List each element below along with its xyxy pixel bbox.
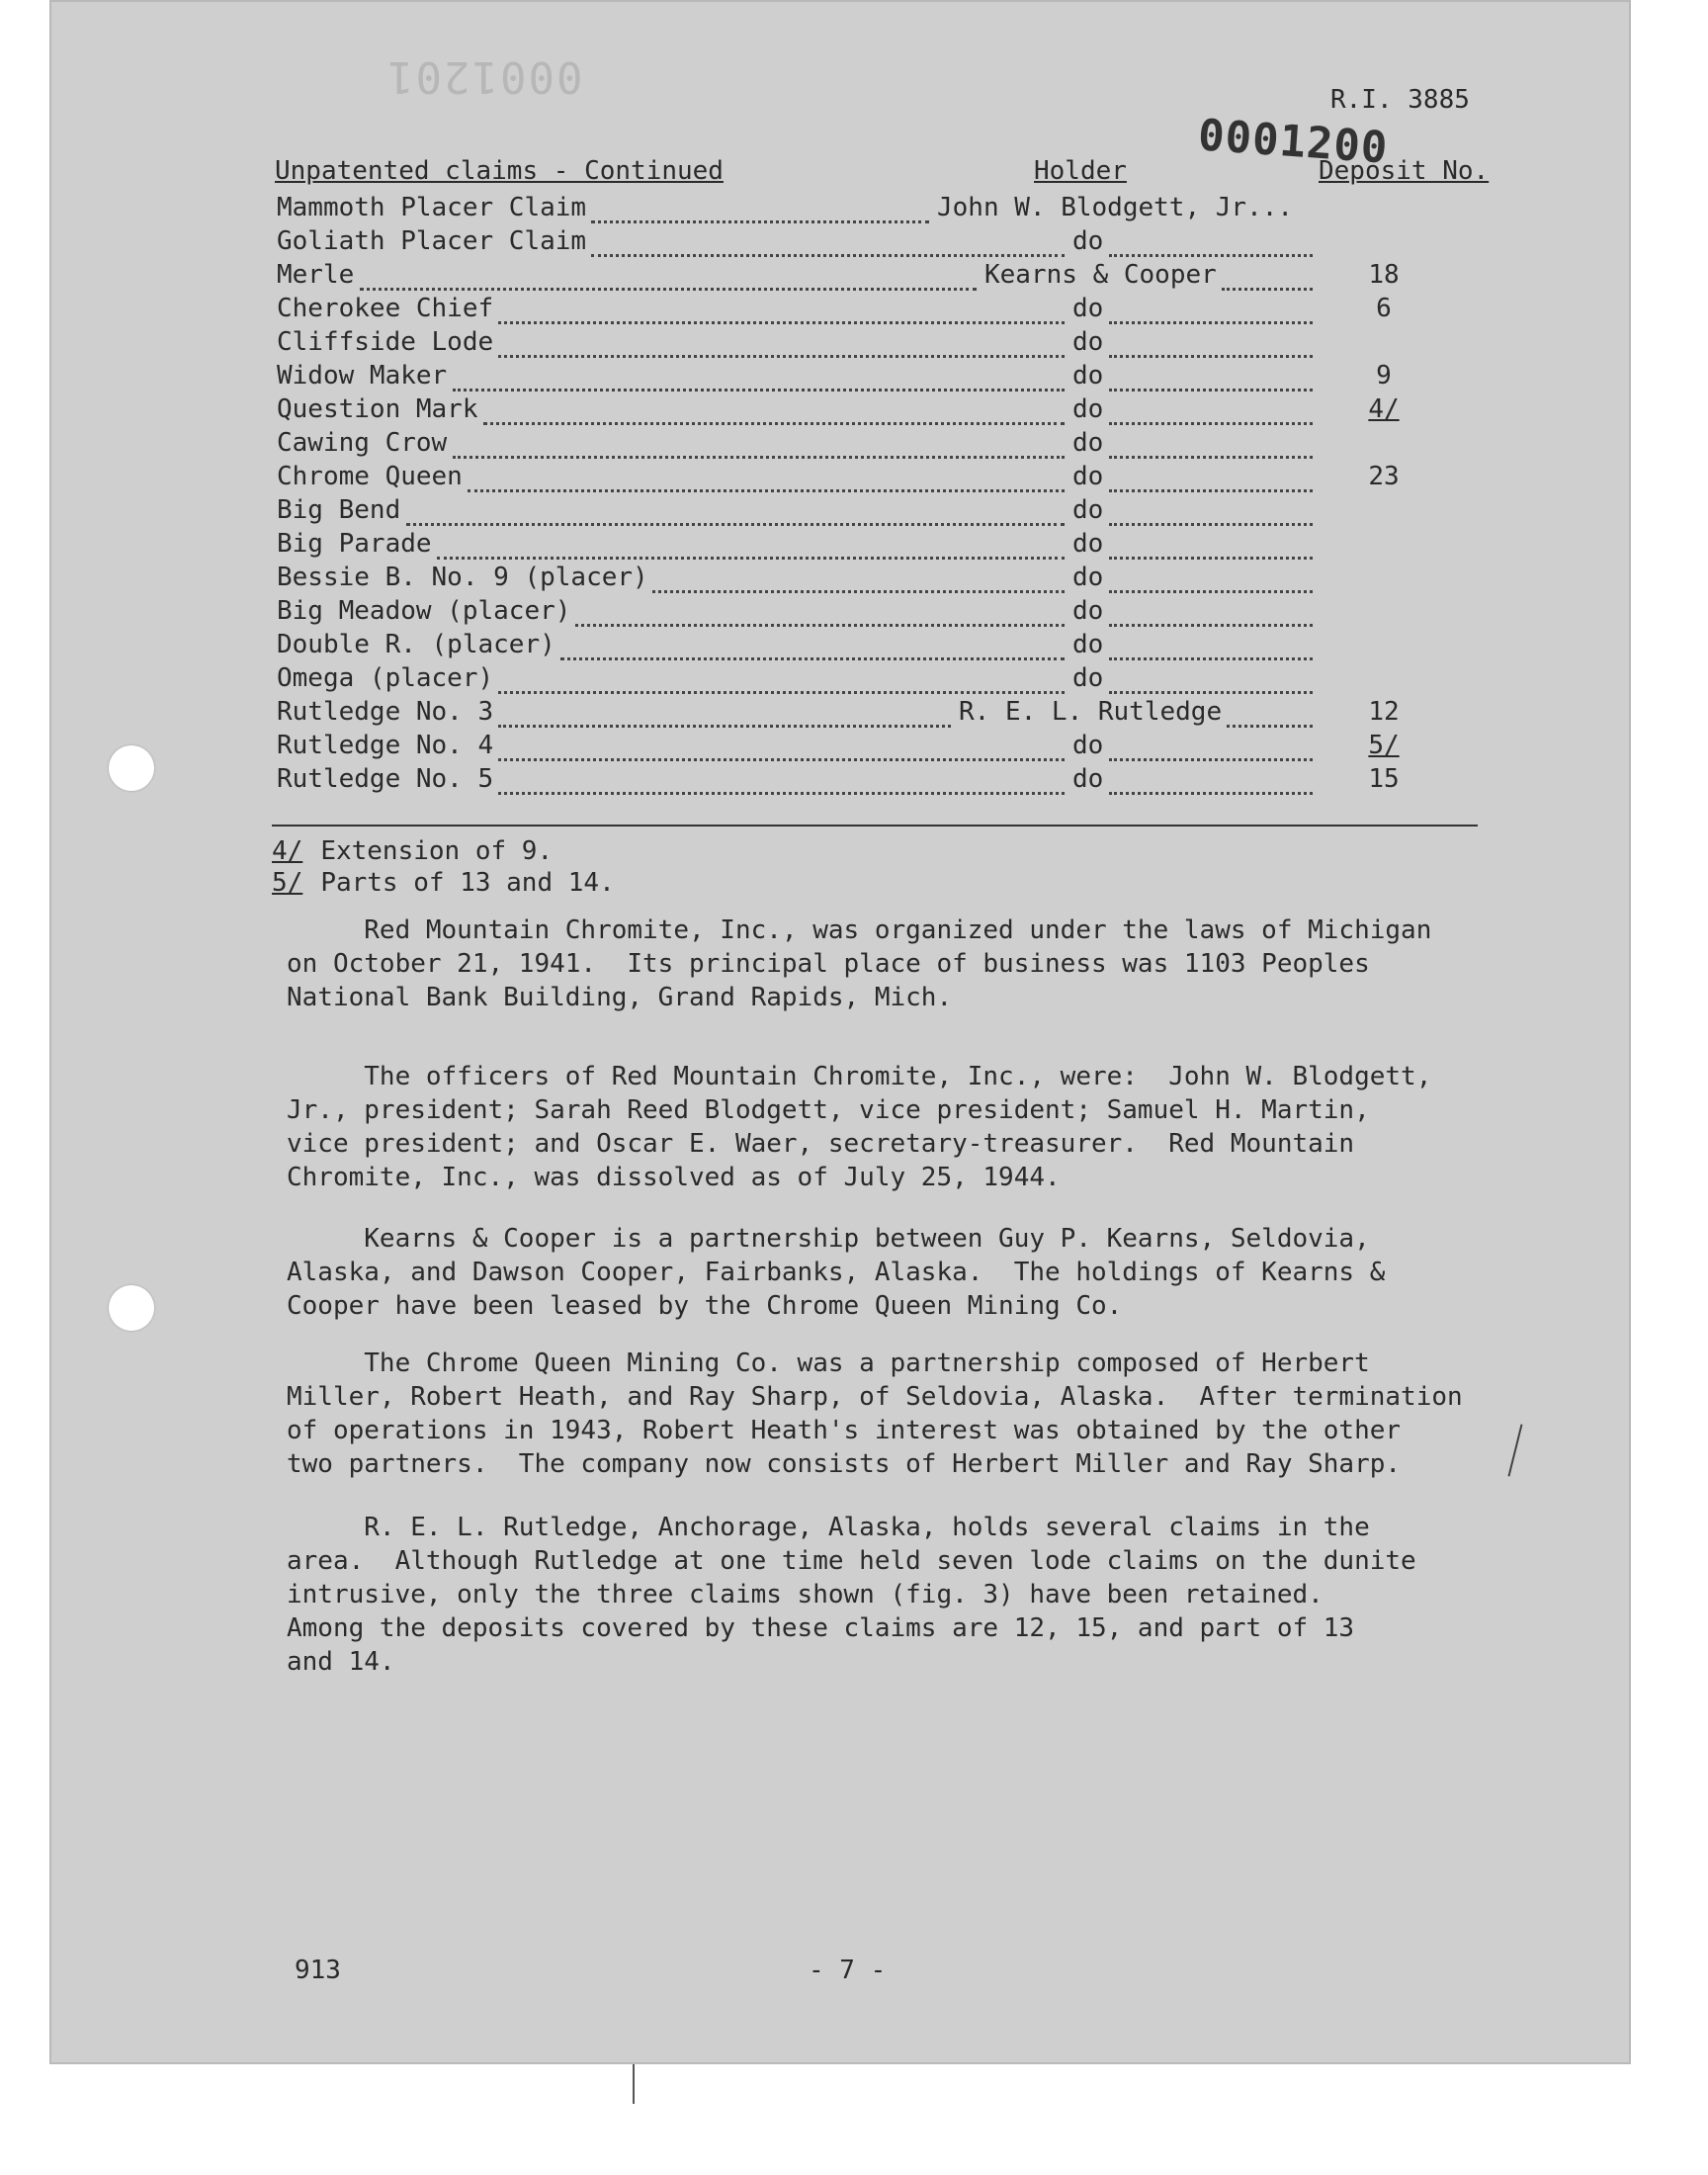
- claim-name: Chrome Queen: [277, 462, 463, 491]
- paragraph-line: Alaska, and Dawson Cooper, Fairbanks, Alaska. The holdings of Kearns &: [287, 1258, 1386, 1287]
- dot-leader: [1109, 766, 1313, 795]
- deposit-number: 4/: [1368, 394, 1400, 424]
- dot-leader: [453, 430, 1065, 459]
- paragraph-line: and 14.: [287, 1647, 395, 1677]
- deposit-number: 5/: [1368, 731, 1400, 760]
- paragraph-line: Cooper have been leased by the Chrome Queen Mining Co.: [287, 1291, 1123, 1321]
- claim-holder: do: [1072, 327, 1104, 357]
- claim-name: Rutledge No. 5: [277, 764, 494, 794]
- claim-holder: do: [1072, 764, 1104, 794]
- claims-column-header: Unpatented claims - Continued: [275, 156, 724, 186]
- dot-leader: [360, 262, 977, 291]
- paragraph-line: Red Mountain Chromite, Inc., was organized under the laws of Michigan: [287, 915, 1432, 945]
- dot-leader: [1109, 329, 1313, 358]
- claim-holder: do: [1072, 495, 1104, 525]
- table-row: [277, 764, 1400, 794]
- claim-name: Cawing Crow: [277, 428, 448, 458]
- paragraph-line: The Chrome Queen Mining Co. was a partnership composed of Herbert: [287, 1348, 1370, 1378]
- footnote-text: Parts of 13 and 14.: [320, 868, 615, 898]
- deposit-number: 9: [1376, 361, 1392, 391]
- claim-name: Big Meadow (placer): [277, 596, 571, 626]
- punch-hole-bottom: [109, 1285, 154, 1331]
- table-row: [277, 327, 1315, 357]
- table-row: [277, 394, 1400, 424]
- dot-leader: [498, 733, 1065, 761]
- dot-leader: [1109, 665, 1313, 694]
- table-row: [277, 462, 1400, 491]
- dot-leader: [1109, 396, 1313, 425]
- paragraph-line: Chromite, Inc., was dissolved as of July 25, 1944.: [287, 1163, 1061, 1192]
- claim-holder: do: [1072, 529, 1104, 559]
- footnote: [272, 868, 615, 898]
- table-row: [277, 260, 1400, 290]
- footnote-mark: 4/: [272, 836, 303, 866]
- dot-leader: [1109, 598, 1313, 627]
- table-row: [277, 294, 1392, 323]
- claim-name: Merle: [277, 260, 355, 290]
- dot-leader: [575, 598, 1065, 627]
- stamp-number: 0001200: [1196, 110, 1390, 174]
- table-row: [277, 663, 1315, 693]
- deposit-column-header: Deposit No.: [1319, 156, 1490, 186]
- claim-name: Cherokee Chief: [277, 294, 494, 323]
- paragraph-line: R. E. L. Rutledge, Anchorage, Alaska, holds several claims in the: [287, 1513, 1370, 1542]
- dot-leader: [483, 396, 1065, 425]
- paragraph-officers: [287, 1060, 1532, 1194]
- dot-leader: [498, 329, 1065, 358]
- paragraph-line: intrusive, only the three claims shown (fig. 3) have been retained.: [287, 1580, 1324, 1610]
- paragraph-line: Jr., president; Sarah Reed Blodgett, vice president; Samuel H. Martin,: [287, 1095, 1370, 1125]
- dot-leader: [498, 766, 1065, 795]
- paragraph-red-mountain: [287, 914, 1532, 1014]
- deposit-number: 6: [1376, 294, 1392, 323]
- claim-name: Widow Maker: [277, 361, 448, 391]
- claim-name: Goliath Placer Claim: [277, 226, 587, 256]
- paragraph-chrome-queen: [287, 1347, 1532, 1481]
- claim-holder: do: [1072, 563, 1104, 592]
- dot-leader: [498, 296, 1065, 324]
- claim-holder: do: [1072, 294, 1104, 323]
- dot-leader: [1109, 228, 1313, 257]
- paragraph-line: area. Although Rutledge at one time held seven lode claims on the dunite: [287, 1546, 1416, 1576]
- claim-name: Question Mark: [277, 394, 478, 424]
- claim-name: Rutledge No. 4: [277, 731, 494, 760]
- dot-leader: [498, 665, 1065, 694]
- claim-holder: John W. Blodgett, Jr...: [937, 193, 1294, 222]
- dot-leader: [437, 531, 1065, 560]
- paragraph-line: two partners. The company now consists of Herbert Miller and Ray Sharp.: [287, 1449, 1402, 1479]
- dot-leader: [591, 228, 1065, 257]
- dot-leader: [1222, 262, 1313, 291]
- claim-holder: R. E. L. Rutledge: [959, 697, 1223, 727]
- table-row: [277, 361, 1392, 391]
- paragraph-line: National Bank Building, Grand Rapids, Mich.: [287, 983, 953, 1012]
- claim-holder: Kearns & Cooper: [984, 260, 1217, 290]
- claim-name: Rutledge No. 3: [277, 697, 494, 727]
- claim-holder: do: [1072, 596, 1104, 626]
- dot-leader: [1109, 632, 1313, 660]
- deposit-number: 15: [1368, 764, 1400, 794]
- footnote-mark: 5/: [272, 868, 303, 898]
- dot-leader: [468, 464, 1065, 492]
- paragraph-line: Miller, Robert Heath, and Ray Sharp, of Seldovia, Alaska. After termination: [287, 1382, 1463, 1412]
- table-row: [277, 495, 1315, 525]
- punch-hole-top: [109, 745, 154, 791]
- table-row: [277, 563, 1315, 592]
- report-id: R.I. 3885: [1330, 85, 1470, 115]
- table-row: [277, 731, 1400, 760]
- claim-holder: do: [1072, 226, 1104, 256]
- dot-leader: [1109, 363, 1313, 392]
- table-row: [277, 630, 1315, 659]
- claim-name: Double R. (placer): [277, 630, 555, 659]
- paragraph-line: Among the deposits covered by these claims are 12, 15, and part of 13: [287, 1613, 1355, 1643]
- paragraph-rutledge: [287, 1511, 1532, 1679]
- deposit-number: 12: [1368, 697, 1400, 727]
- table-row: [277, 596, 1315, 626]
- paragraph-line: Kearns & Cooper is a partnership between Guy P. Kearns, Seldovia,: [287, 1224, 1370, 1254]
- dot-leader: [1109, 296, 1313, 324]
- dot-leader: [560, 632, 1065, 660]
- claim-name: Mammoth Placer Claim: [277, 193, 587, 222]
- claim-holder: do: [1072, 663, 1104, 693]
- dot-leader: [1227, 699, 1313, 728]
- paragraph-line: of operations in 1943, Robert Heath's interest was obtained by the other: [287, 1416, 1402, 1445]
- paragraph-line: on October 21, 1941. Its principal place of business was 1103 Peoples: [287, 949, 1370, 979]
- claim-name: Cliffside Lode: [277, 327, 494, 357]
- dot-leader: [453, 363, 1065, 392]
- paragraph-kearns-cooper: [287, 1222, 1532, 1323]
- dot-leader: [1109, 464, 1313, 492]
- dot-leader: [1109, 531, 1313, 560]
- claim-holder: do: [1072, 462, 1104, 491]
- table-row: [277, 529, 1315, 559]
- table-row: [277, 226, 1315, 256]
- footnote: [272, 836, 553, 866]
- table-row: [277, 193, 1315, 222]
- holder-column-header: Holder: [1034, 156, 1127, 186]
- paragraph-line: The officers of Red Mountain Chromite, Inc., were: John W. Blodgett,: [287, 1062, 1432, 1091]
- claim-name: Omega (placer): [277, 663, 494, 693]
- page-edge-line: [633, 2064, 635, 2104]
- deposit-number: 18: [1368, 260, 1400, 290]
- footnote-text: Extension of 9.: [320, 836, 554, 866]
- dot-leader: [652, 565, 1065, 593]
- footer-number: 913: [295, 1956, 341, 1985]
- page-number: - 7 -: [809, 1956, 887, 1985]
- footnote-rule: [272, 825, 1478, 826]
- claim-holder: do: [1072, 361, 1104, 391]
- dot-leader: [1109, 497, 1313, 526]
- claim-name: Bessie B. No. 9 (placer): [277, 563, 648, 592]
- paragraph-line: vice president; and Oscar E. Waer, secretary-treasurer. Red Mountain: [287, 1129, 1355, 1159]
- claim-holder: do: [1072, 394, 1104, 424]
- dot-leader: [1109, 733, 1313, 761]
- claim-holder: do: [1072, 428, 1104, 458]
- faint-stamp-number: 0001201: [385, 51, 583, 102]
- claim-holder: do: [1072, 731, 1104, 760]
- deposit-number: 23: [1368, 462, 1400, 491]
- dot-leader: [1109, 565, 1313, 593]
- dot-leader: [1109, 430, 1313, 459]
- claim-name: Big Bend: [277, 495, 401, 525]
- claim-name: Big Parade: [277, 529, 432, 559]
- table-row: [277, 697, 1400, 727]
- dot-leader: [498, 699, 951, 728]
- dot-leader: [406, 497, 1065, 526]
- table-row: [277, 428, 1315, 458]
- claim-holder: do: [1072, 630, 1104, 659]
- dot-leader: [591, 195, 929, 223]
